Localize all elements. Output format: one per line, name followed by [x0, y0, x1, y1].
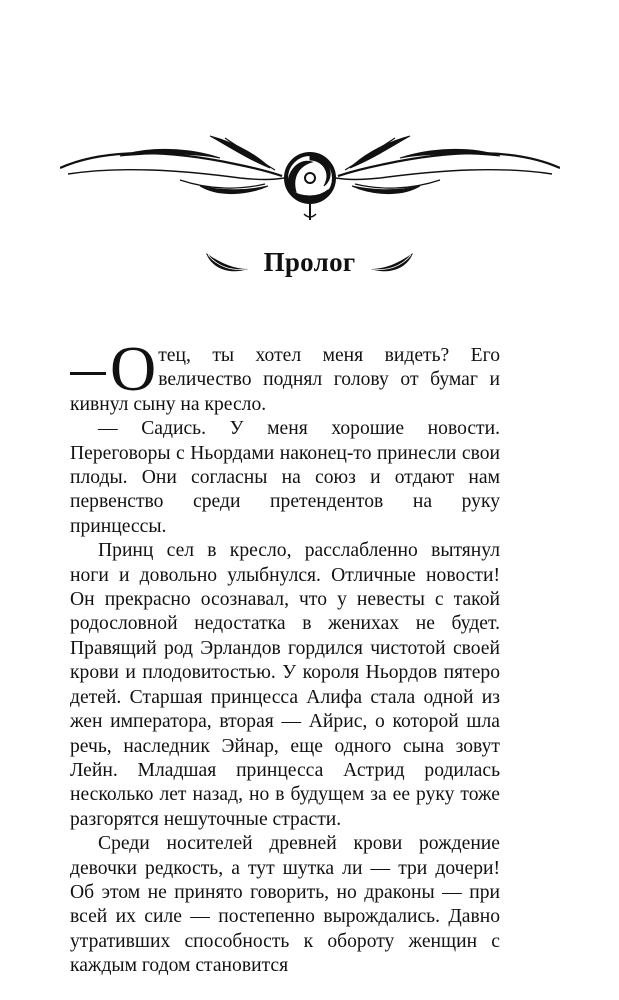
- paragraph: Среди носителей древней крови рождение девочки редкость, а тут шутка ли — три дочери! Об этом не принято говорить, но драконы — при всей их силе — постепенно вырождались. Давно утративших способность к обороту женщин с каждым годом становится: [70, 833, 500, 977]
- paragraph: Принц сел в кресло, расслабленно вытянул ноги и довольно улыбнулся. Отличные новости! Он прекрасно осознавал, что у невесты с такой родословной недостатка в женихах не будет. Правящий род Эрландов гордился чистотой своей крови и плодовитостью. У короля Ньордов пятеро детей. Старшая принцесса Алифа стала одной из жен императора, вторая — Айрис, о которой шла речь, наследник Эйнар, еще одного сына зовут Лейн. Младшая принцесса Астрид родилась несколько лет назад, но в будущем за ее руку тоже разгорятся нешуточные страсти.: [70, 540, 500, 830]
- drop-cap-letter: О: [110, 333, 157, 404]
- swirl-ornament-icon: [60, 128, 560, 224]
- feather-left-icon: [204, 247, 250, 277]
- chapter-title: Пролог: [263, 246, 356, 277]
- feather-right-icon: [369, 247, 415, 277]
- paragraph: — Садись. У меня хорошие новости. Переговоры с Ньордами наконец-то принесли свои плоды. Они согласны на союз и отдают нам первенство среди претендентов на руку принцессы.: [70, 418, 500, 537]
- body-text: [70, 333, 500, 979]
- drop-cap: [70, 333, 157, 404]
- paragraph-text: тец, ты хотел меня видеть? Его величество поднял голову от бумаг и кивнул сыну на кресло.: [70, 345, 500, 415]
- em-dash-mark: [70, 372, 106, 375]
- paragraph: [70, 333, 500, 417]
- chapter-heading: [0, 240, 619, 284]
